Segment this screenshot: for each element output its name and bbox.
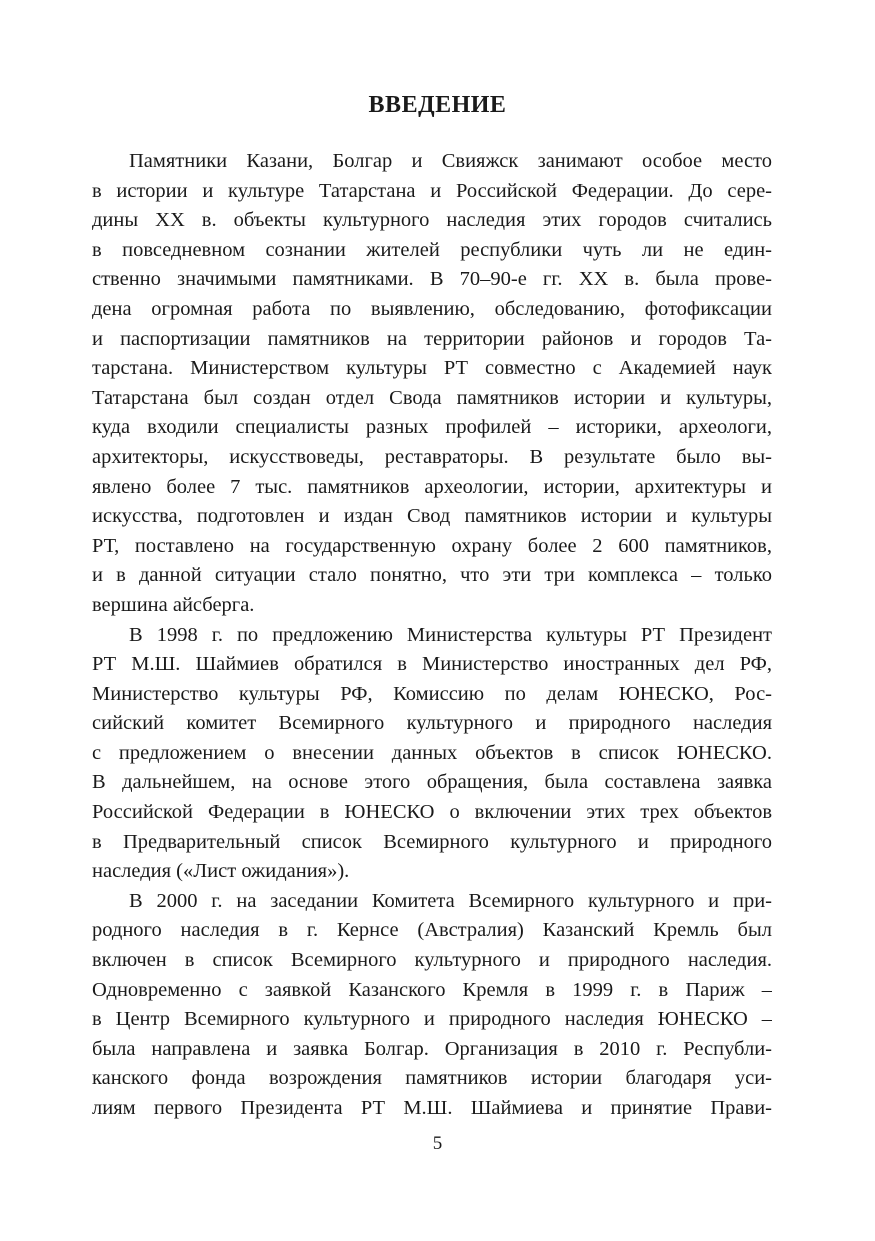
text-line: РТ М.Ш. Шаймиев обратился в Министерство иностранных дел РФ, bbox=[92, 653, 772, 676]
text-line: наследия («Лист ожидания»). bbox=[92, 860, 350, 883]
text-line: тарстана. Министерством культуры РТ совместно с Академией наук bbox=[92, 357, 772, 380]
text-line: Российской Федерации в ЮНЕСКО о включении этих трех объектов bbox=[92, 801, 772, 824]
paragraph bbox=[92, 887, 772, 1124]
page-title: ВВЕДЕНИЕ bbox=[368, 92, 507, 118]
text-line: в Предварительный список Всемирного культурного и природного bbox=[92, 830, 772, 853]
text-line: архитекторы, искусствоведы, реставраторы. В результате было вы- bbox=[92, 445, 772, 468]
text-line: канского фонда возрождения памятников истории благодаря уси- bbox=[92, 1067, 772, 1090]
text-line: родного наследия в г. Кернсе (Австралия) Казанский Кремль был bbox=[92, 919, 772, 942]
text-line: ственно значимыми памятниками. В 70–90-е гг. XX в. была прове- bbox=[92, 268, 772, 291]
text-line: В дальнейшем, на основе этого обращения, была составлена заявка bbox=[92, 771, 772, 794]
text-line: Министерство культуры РФ, Комиссию по делам ЮНЕСКО, Рос- bbox=[92, 682, 772, 705]
text-line: лиям первого Президента РТ М.Ш. Шаймиева и принятие Прави- bbox=[92, 1097, 772, 1119]
paragraph bbox=[92, 147, 772, 621]
text-line: в Центр Всемирного культурного и природного наследия ЮНЕСКО – bbox=[92, 1008, 772, 1031]
text-line: включен в список Всемирного культурного и природного наследия. bbox=[92, 949, 772, 972]
text-line: была направлена и заявка Болгар. Организация в 2010 г. Республи- bbox=[92, 1037, 772, 1060]
text-line: вершина айсберга. bbox=[92, 593, 255, 616]
text-line: с предложением о внесении данных объектов в список ЮНЕСКО. bbox=[92, 741, 772, 764]
text-line: РТ, поставлено на государственную охрану более 2 600 памятников, bbox=[92, 534, 772, 557]
text-line: в истории и культуре Татарстана и Российской Федерации. До сере- bbox=[92, 179, 772, 202]
text-line: и паспортизации памятников на территории районов и городов Та- bbox=[92, 327, 772, 350]
text-line: Памятники Казани, Болгар и Свияжск занимают особое место bbox=[129, 150, 772, 172]
text-line: искусства, подготовлен и издан Свод памятников истории и культуры bbox=[92, 505, 772, 528]
body-text bbox=[92, 147, 772, 1124]
text-line: куда входили специалисты разных профилей – историки, археологи, bbox=[92, 416, 772, 439]
text-line: сийский комитет Всемирного культурного и природного наследия bbox=[92, 712, 772, 735]
text-line: явлено более 7 тыс. памятников археологии, истории, архитектуры и bbox=[92, 475, 772, 498]
text-line: Татарстана был создан отдел Свода памятников истории и культуры, bbox=[92, 386, 772, 409]
text-line: дена огромная работа по выявлению, обследованию, фотофиксации bbox=[92, 297, 772, 320]
text-line: дины XX в. объекты культурного наследия этих городов считались bbox=[92, 209, 772, 232]
text-line: В 1998 г. по предложению Министерства культуры РТ Президент bbox=[129, 623, 772, 646]
text-line: в повседневном сознании жителей республики чуть ли не един- bbox=[92, 238, 772, 261]
page-number: 5 bbox=[432, 1133, 443, 1154]
text-line: Одновременно с заявкой Казанского Кремля в 1999 г. в Париж – bbox=[92, 978, 772, 1001]
paragraph bbox=[92, 621, 772, 887]
text-line: В 2000 г. на заседании Комитета Всемирного культурного и при- bbox=[129, 889, 772, 912]
text-line: и в данной ситуации стало понятно, что эти три комплекса – только bbox=[92, 564, 772, 587]
